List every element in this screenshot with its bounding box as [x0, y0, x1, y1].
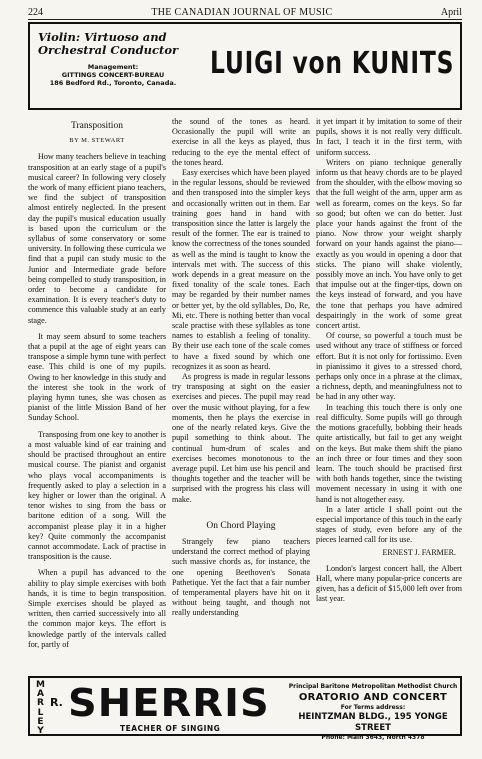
ad-contact-block	[288, 683, 458, 742]
kunits-advertisement	[28, 22, 462, 110]
ad-terms: For Terms address:	[340, 704, 406, 711]
header-rule	[28, 19, 462, 20]
article-byline: BY M. STEWART	[69, 137, 125, 145]
ad-credentials	[38, 31, 188, 87]
marley-letter: E	[37, 716, 44, 727]
paragraph: As progress is made in regular lessons try transposing at sight on the easier exercises and pieces. The pupil may read over the music without playing, for a few moments, then he plays the exercise in one of the nearly related keys. Give the pupil something to think about. The continual hum-drum of scales and exercises becomes monotonous to the average pupil. Let him use his pencil and thoughts together and the teacher will be surprised with the progress his class will make.	[172, 372, 310, 504]
ad-position: Principal Baritone Metropolitan Methodist Church	[288, 683, 458, 690]
ad-address: HEINTZMAN BLDG., 195 YONGE STREET	[298, 712, 448, 733]
ad-service: ORATORIO AND CONCERT	[298, 692, 448, 703]
paragraph: Transposing from one key to another is a most valuable kind of ear training and should be practised throughout an entire musical course. The pianist and organist who plays vocal accompaniments is frequently asked to play a selection in a key higher or lower than the original. A tenor wishes to sing from the bass or baritone edition of a song. Will the accompanist please play it in a higher key? Quite commonly the accompanist cannot accommodate. Lack of practise in transposition is the cause.	[28, 429, 166, 562]
ad-management-label: Management:	[87, 63, 139, 71]
ad-teacher-line: TEACHER OF SINGING	[120, 724, 221, 733]
paragraph: It may seem absurd to some teachers that a pupil at the age of eight years can transpose a simple hymn tune with perfect ease. This child is one of my pupils. Owing to her knowledge in this study and the interest she took in the work of playing hymn tunes, she was chosen as pianist of the little Mission Band of her Sunday School.	[28, 331, 166, 423]
news-paragraph: London's largest concert hall, the Albert Hall, where many popular-price concerts are given, has a deficit of $15,000 left over from last year.	[316, 563, 462, 604]
article-title-chord-playing: On Chord Playing	[206, 520, 276, 531]
ad-management-bureau: GITTINGS CONCERT-BUREAU	[61, 71, 165, 79]
ad-singer-name: SHERRIS	[68, 681, 270, 725]
ad-line-conductor: Orchestral Conductor	[38, 43, 179, 57]
ad-marley-vertical	[36, 681, 45, 736]
paragraph: When a pupil has advanced to the ability to play simple exercises with both hands, it is time to begin transposition. Simple exercises should be played as written, then carried successively into all the common major keys. The effort is knowledge partly of the intervals called for, partly of	[28, 568, 166, 649]
paragraph: Of course, so powerful a touch must be used without any trace of stiffness or forced effort. But it is not only for fortissimo. Even in pianissimo it gives to a stressed chord, perhaps only once in a phrase at the climax, a richness, depth, and meaningfulness not to be had in any other way.	[316, 331, 462, 402]
ad-artist-name: LUIGI von KUNITS	[210, 46, 455, 81]
ad-management	[38, 63, 188, 87]
ad-line-violin: Violin: Virtuoso and	[38, 30, 167, 44]
marley-letter: R	[37, 698, 44, 709]
page-number: 224	[28, 7, 43, 18]
marley-letter: A	[37, 689, 44, 700]
marley-letter: L	[37, 707, 44, 718]
paragraph: it yet impart it by imitation to some of their pupils, shows it is not really very difficult. In fact, I teach it in the first term, with uniform success.	[316, 117, 462, 157]
paragraph: In a later article I shall point out the especial importance of this touch in the early stages of study, even before any of the pieces learned call for its use.	[316, 504, 462, 545]
paragraph: Strangely few piano teachers understand the correct method of playing such massive chords as, for instance, the one opening Beethoven's Sonata Pathetique. Yet the fact that a fair number of temperamental players have hit on it without being taught, and though not really understanding	[172, 536, 310, 618]
column-1	[28, 117, 166, 650]
paragraph: Easy exercises which have been played in the regular lessons, should be reviewed and then transposed into the simpler keys and occasionally written out in them. Ear training goes hand in hand with transposition since the latter is largely the result of the former. The ear is trained to know the correctness of the tones sounded as well as the mind is taught to know the intervals met with. The success of this work depends in a great measure on the fixed tonality of the scale tones. Each may be regarded by their number names or better yet, by the old syllables, Do, Re, Mi, etc. There is nothing better than vocal scale practise with these syllables as tone names to establish a feeling of tonality. By their use each tone of the scale comes to have a fixed sound by which one recognizes it as soon as heard.	[172, 168, 310, 371]
column-2	[172, 117, 310, 619]
ad-initial: R.	[50, 696, 63, 709]
running-header	[28, 4, 462, 18]
ad-phone: Phone: Main 3643, North 4378	[321, 734, 425, 741]
issue-month: April	[440, 7, 462, 18]
article-title-transposition: Transposition	[71, 121, 123, 131]
column-3	[316, 117, 462, 605]
paragraph: Writers on piano technique generally inform us that heavy chords are to be played from the shoulder, with the elbow moving so that the full weight of the arm, upper arm as well as forearm, comes on the keys. So far so good; but often we can do better. Just place your hands against the front of the piano. Now throw your weight sharply forward on your hands against the piano—exactly as you would in opening a door that sticks. The piano will shake violently, possibly move an inch. You have only to get that impulse out at the finger-tips, down on the keys instead of forward, and you have the tone that perhaps you have admired despairingly in the work of some great concert artist.	[316, 157, 462, 331]
paragraph: In teaching this touch there is only one real difficulty. Some pupils will go through the motions gracefully, bobbing their heads quite artistically, but fail to get any weight on the keys. But make them shift the piano an inch three or four times and they soon learn. The touch should be practised first with both hands together, since the twisting movement necessary in using it with one hand is not altogether easy.	[316, 402, 462, 504]
ad-management-address: 186 Bedford Rd., Toronto, Canada.	[49, 79, 177, 87]
marley-letter: M	[36, 680, 45, 690]
marley-letter: Y	[37, 726, 44, 737]
article-signature: ERNEST J. FARMER.	[382, 547, 456, 557]
paragraph: the sound of the tones as heard. Occasionally the pupil will write an exercise in all the keys as played, thus reducing to the eye the mental effect of the tones heard.	[172, 117, 310, 167]
sherris-advertisement	[28, 676, 462, 741]
journal-title: THE CANADIAN JOURNAL OF MUSIC	[151, 7, 333, 18]
paragraph: How many teachers believe in teaching transposition at an early stage of a pupil's musical career? In following very closely the work of many efficient piano teachers, we find the subject of transposition almost entirely neglected. In the present day the pupil's musical education usually is based upon the curriculum or the syllabus of some conservatory or some university. In following these curricula we find that a pupil can study music to the Junior and Intermediate grade before being compelled to study transposition, in order to become a candidate for examination. It is every teacher's duty to commence this valuable study at an early stage.	[28, 152, 166, 325]
